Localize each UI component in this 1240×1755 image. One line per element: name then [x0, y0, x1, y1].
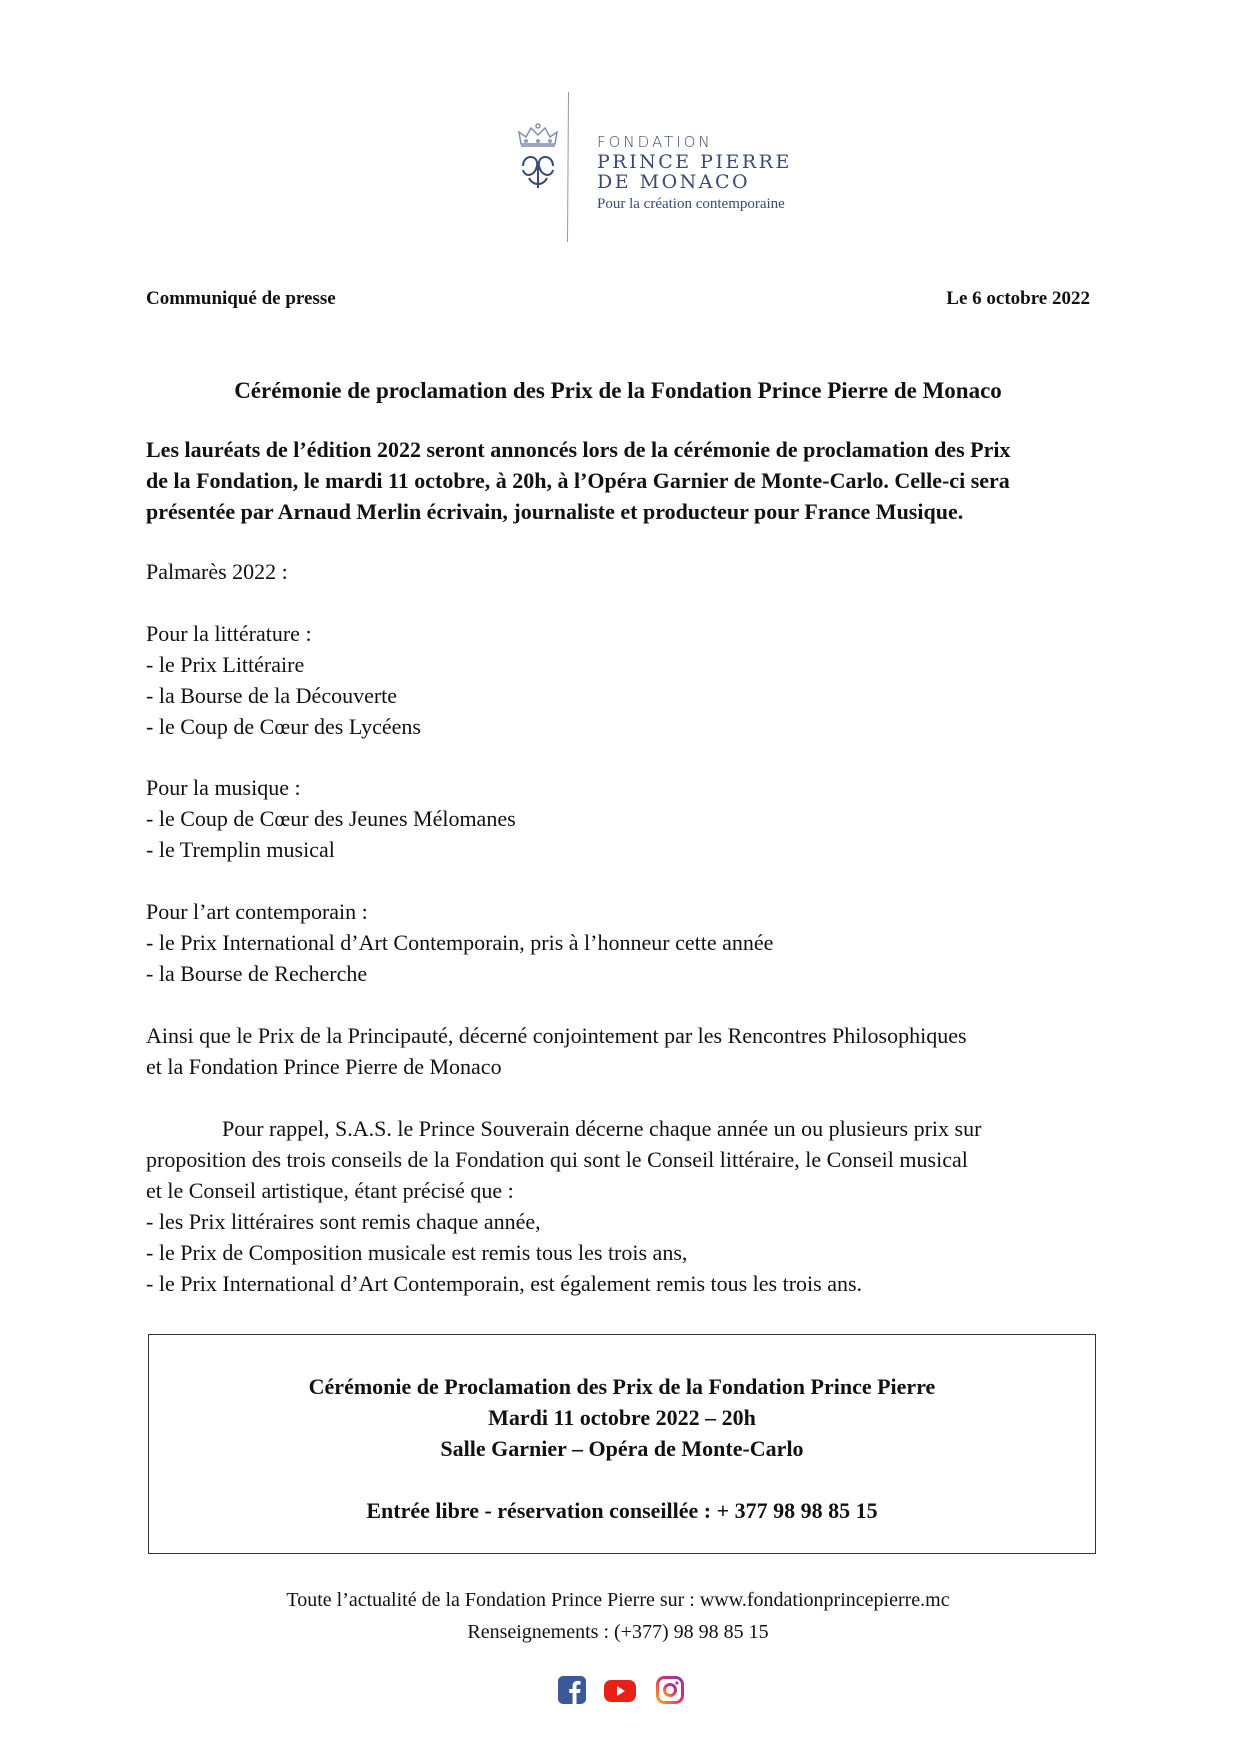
- logo-line-2: PRINCE PIERRE: [597, 151, 792, 173]
- paragraph-line: Pour rappel, S.A.S. le Prince Souverain décerne chaque année un ou plusieurs prix sur: [222, 1116, 982, 1141]
- list-item: - le Prix Littéraire: [146, 652, 305, 677]
- list-item: - le Prix de Composition musicale est remis tous les trois ans,: [146, 1240, 688, 1265]
- palmares-heading: Palmarès 2022 :: [146, 559, 288, 584]
- reminder-paragraph: [146, 1113, 1090, 1299]
- instagram-icon[interactable]: [656, 1676, 684, 1704]
- foundation-logo: [515, 92, 815, 242]
- document-type: Communiqué de presse: [146, 288, 336, 309]
- event-venue: Salle Garnier – Opéra de Monte-Carlo: [440, 1436, 804, 1461]
- facebook-icon[interactable]: [558, 1676, 586, 1704]
- list-item: - le Coup de Cœur des Jeunes Mélomanes: [146, 806, 516, 831]
- lead-line: présentée par Arnaud Merlin écrivain, journaliste et producteur pour France Musique.: [146, 499, 964, 524]
- event-title: Cérémonie de Proclamation des Prix de la Fondation Prince Pierre: [308, 1374, 936, 1399]
- logo-divider: [567, 92, 569, 242]
- list-item: - la Bourse de Recherche: [146, 961, 368, 986]
- section-heading: Pour la musique :: [146, 775, 301, 800]
- paragraph-line: proposition des trois conseils de la Fondation qui sont le Conseil littéraire, le Conseil musical: [146, 1147, 968, 1172]
- page-title: Cérémonie de proclamation des Prix de la Fondation Prince Pierre de Monaco: [234, 378, 1002, 403]
- footer-contact-line: Renseignements : (+377) 98 98 85 15: [467, 1621, 769, 1643]
- paragraph-line: et la Fondation Prince Pierre de Monaco: [146, 1054, 502, 1079]
- youtube-icon[interactable]: [604, 1676, 636, 1704]
- paragraph-line: Ainsi que le Prix de la Principauté, décerné conjointement par les Rencontres Philosophiques: [146, 1023, 967, 1048]
- list-item: - les Prix littéraires sont remis chaque année,: [146, 1209, 541, 1234]
- logo-line-3: DE MONACO: [597, 171, 751, 193]
- lead-line: Les lauréats de l’édition 2022 seront annoncés lors de la cérémonie de proclamation des Prix: [146, 437, 1011, 462]
- crown-monogram-icon: [515, 122, 561, 194]
- social-links: [558, 1676, 684, 1706]
- list-item: - la Bourse de la Découverte: [146, 683, 398, 708]
- footer: [146, 1584, 1090, 1648]
- event-reservation: Entrée libre - réservation conseillée : + 377 98 98 85 15: [366, 1498, 878, 1523]
- paragraph-line: et le Conseil artistique, étant précisé que :: [146, 1178, 514, 1203]
- list-item: - le Tremplin musical: [146, 837, 335, 862]
- event-date: Mardi 11 octobre 2022 – 20h: [488, 1405, 756, 1430]
- section-heading: Pour la littérature :: [146, 621, 312, 646]
- section-heading: Pour l’art contemporain :: [146, 899, 368, 924]
- lead-line: de la Fondation, le mardi 11 octobre, à 20h, à l’Opéra Garnier de Monte-Carlo. Celle-ci sera: [146, 468, 1010, 493]
- logo-line-1: FONDATION: [597, 133, 713, 151]
- event-info-box: [148, 1334, 1096, 1554]
- list-item: - le Prix International d’Art Contemporain, pris à l’honneur cette année: [146, 930, 774, 955]
- logo-wordmark: [597, 132, 792, 214]
- lead-paragraph: [146, 434, 1090, 527]
- literature-section: [146, 618, 1090, 742]
- music-section: [146, 772, 1090, 865]
- footer-website-line: Toute l’actualité de la Fondation Prince Pierre sur : www.fondationprincepierre.mc: [286, 1589, 950, 1611]
- logo-tagline: Pour la création contemporaine: [597, 196, 785, 212]
- list-item: - le Coup de Cœur des Lycéens: [146, 714, 421, 739]
- principality-paragraph: [146, 1020, 1090, 1082]
- list-item: - le Prix International d’Art Contemporain, est également remis tous les trois ans.: [146, 1271, 863, 1296]
- art-section: [146, 896, 1090, 989]
- release-date: Le 6 octobre 2022: [946, 288, 1090, 309]
